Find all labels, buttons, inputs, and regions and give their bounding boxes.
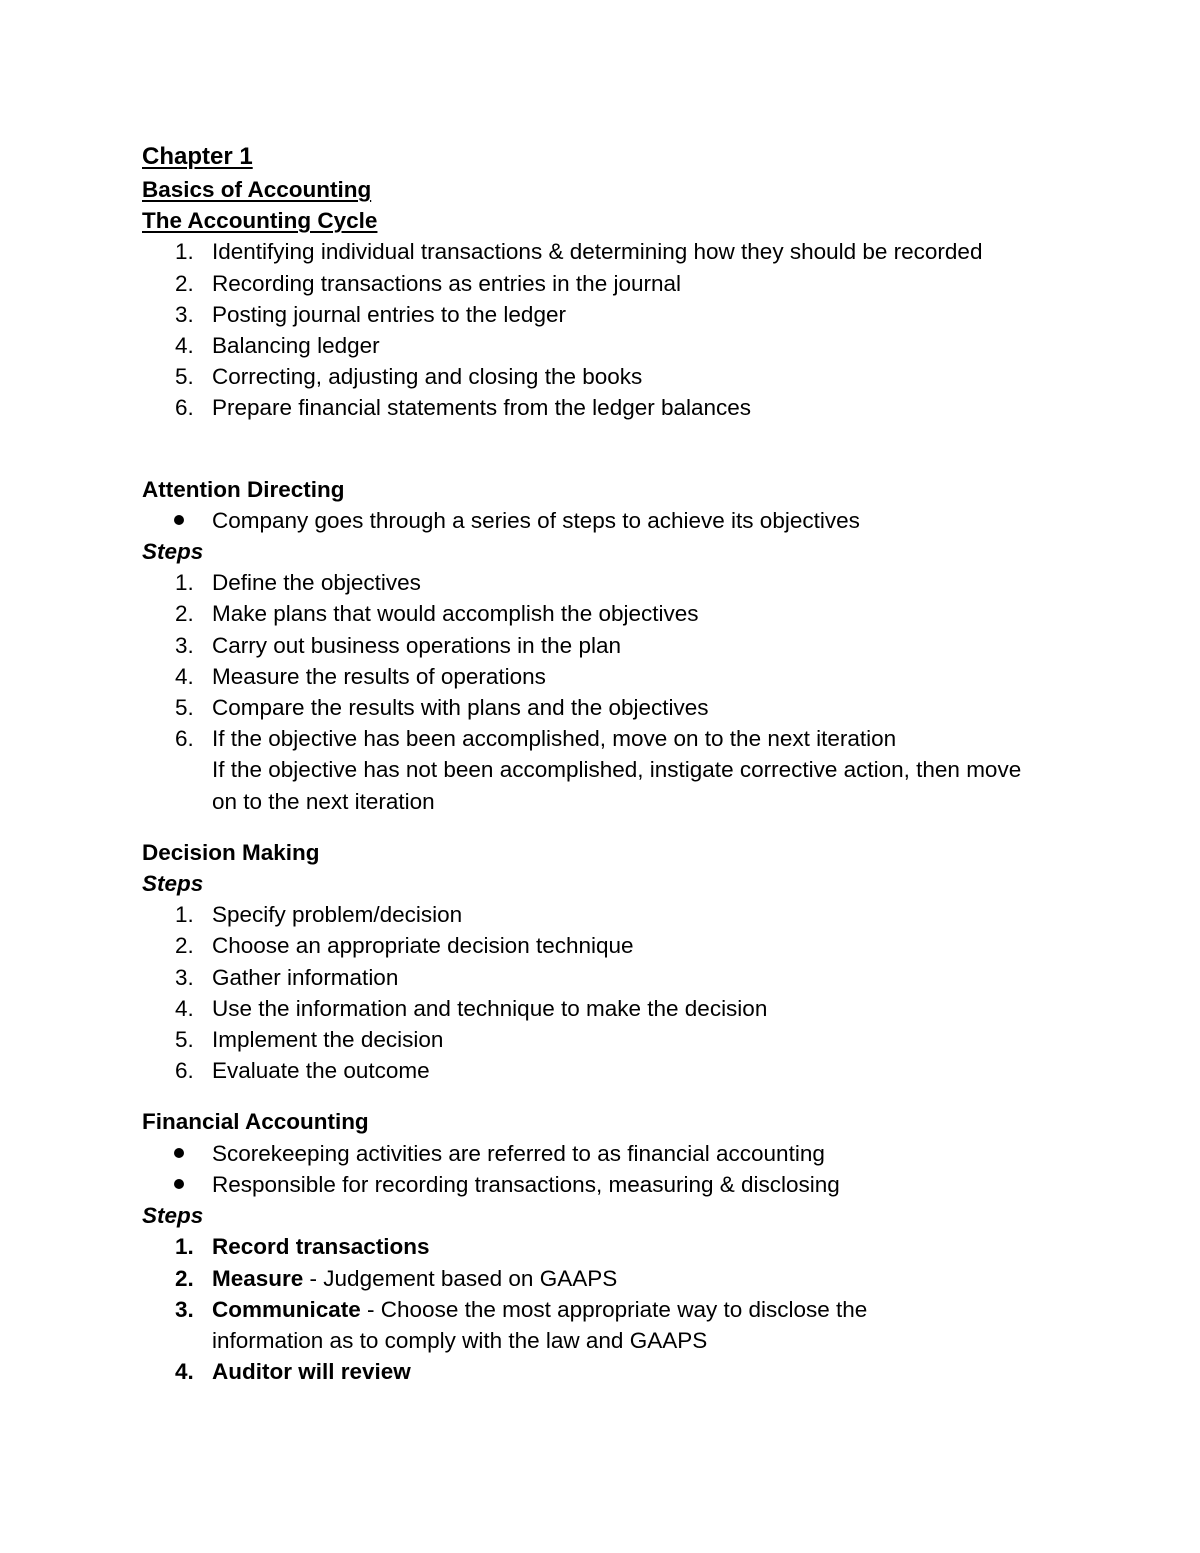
steps-label: Steps (142, 539, 204, 565)
list-item: 4. Auditor will review (175, 1359, 411, 1385)
list-item-continuation: on to the next iteration (212, 788, 435, 814)
financial-steps-list (142, 1231, 1082, 1387)
list-item: 6. Evaluate the outcome (175, 1058, 430, 1084)
list-item-continuation: If the objective has not been accomplished, instigate corrective action, then move (212, 757, 1022, 783)
attention-directing-heading: Attention Directing (142, 476, 345, 502)
list-item: 2. Choose an appropriate decision technique (175, 933, 634, 959)
list-item-continuation: information as to comply with the law and GAAPS (212, 1327, 708, 1353)
financial-accounting-heading: Financial Accounting (142, 1109, 369, 1135)
bullet-item: Scorekeeping activities are referred to as financial accounting (142, 1138, 1082, 1169)
list-item: 5. Correcting, adjusting and closing the books (175, 364, 643, 390)
bullet-icon (174, 505, 186, 536)
chapter-title: Chapter 1 (142, 143, 253, 170)
list-item: 1. Specify problem/decision (175, 902, 463, 928)
list-item: 1. Record transactions (175, 1234, 430, 1260)
list-item: 6. Prepare financial statements from the ledger balances (175, 395, 752, 421)
bullet-item: Responsible for recording transactions, measuring & disclosing (142, 1169, 1082, 1200)
decision-steps-list (142, 899, 1082, 1086)
accounting-cycle-list (142, 236, 1082, 423)
list-item: 4. Use the information and technique to make the decision (175, 995, 768, 1021)
section-subtitle: Basics of Accounting (142, 177, 372, 202)
list-item: 2. Measure - Judgement based on GAAPS (175, 1265, 618, 1291)
accounting-cycle-heading: The Accounting Cycle (142, 208, 378, 234)
bullet-icon (174, 1169, 186, 1200)
list-item: 4. Balancing ledger (175, 333, 380, 359)
bullet-icon (174, 1138, 186, 1169)
list-item: 5. Compare the results with plans and the objectives (175, 695, 709, 721)
steps-label: Steps (142, 871, 204, 897)
list-item: 2. Make plans that would accomplish the objectives (175, 601, 699, 627)
list-item: 1. Define the objectives (175, 570, 421, 596)
list-item: 3. Posting journal entries to the ledger (175, 301, 566, 327)
list-item: 5. Implement the decision (175, 1027, 444, 1053)
list-item: 2. Recording transactions as entries in the journal (175, 270, 682, 296)
list-item: 3. Carry out business operations in the plan (175, 632, 621, 658)
attention-steps-list (142, 567, 1082, 817)
list-item: 1. Identifying individual transactions & determining how they should be recorded (175, 239, 983, 265)
document-body (142, 140, 1082, 1387)
spacer (142, 424, 1082, 474)
list-item: 6. If the objective has been accomplished, move on to the next iteration (175, 726, 897, 752)
steps-label: Steps (142, 1203, 204, 1229)
list-item: 4. Measure the results of operations (175, 663, 546, 689)
spacer (142, 817, 1082, 837)
decision-making-heading: Decision Making (142, 839, 320, 865)
list-item: 3. Gather information (175, 964, 399, 990)
spacer (142, 1086, 1082, 1106)
list-item: 3. Communicate - Choose the most appropriate way to disclose the (175, 1296, 868, 1322)
bullet-item: Company goes through a series of steps to achieve its objectives (142, 505, 1082, 536)
